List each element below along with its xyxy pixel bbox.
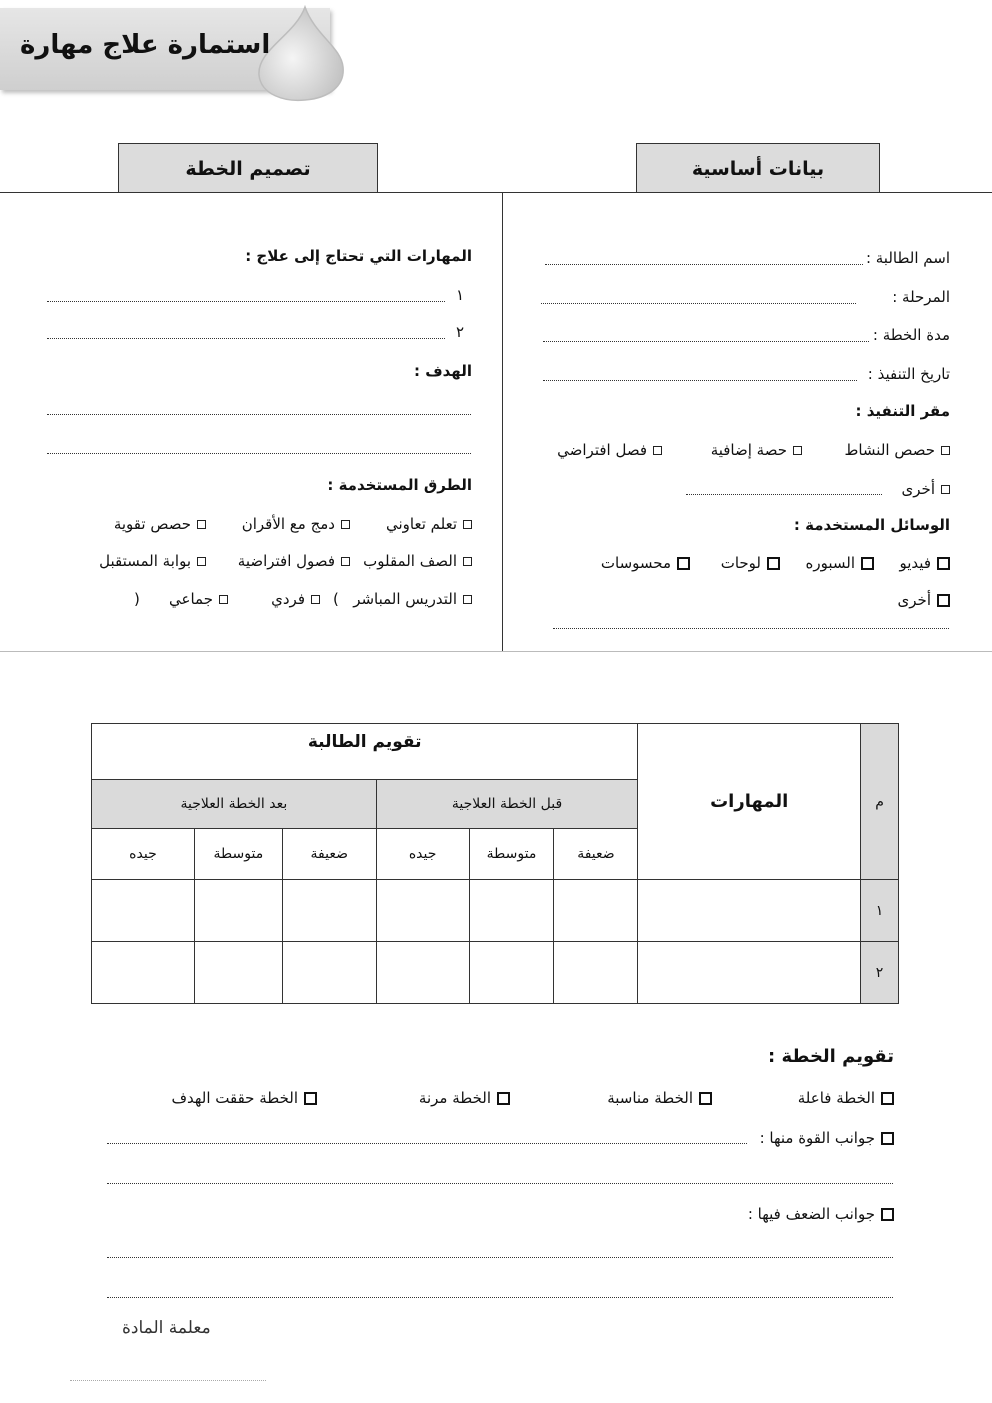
level-weak: ضعيفة [282,829,376,880]
venue-label: مقر التنفيذ : [855,402,950,420]
checkbox[interactable] [793,446,802,455]
checkbox[interactable] [941,446,950,455]
checkbox[interactable] [861,557,874,570]
checkbox[interactable] [463,520,472,529]
option-label: الخطة مرنة [418,1089,491,1107]
date-label: تاريخ التنفيذ : [867,365,950,383]
table-row [92,942,899,1004]
skill-1-number: ١ [456,286,465,304]
option-label: أخرى [901,480,935,498]
skill-2-field[interactable] [47,338,445,339]
method-reinforcement[interactable] [114,515,206,533]
method-peers[interactable] [242,515,350,533]
after-plan-header: بعد الخطة العلاجية [92,780,377,829]
level-good: جيده [376,829,469,880]
row-number: ١ [861,880,899,942]
option-label: لوحات [720,554,761,572]
signature-field[interactable] [70,1380,266,1381]
methods-label: الطرق المستخدمة : [327,476,472,494]
plan-eval-heading: تقويم الخطة : [768,1046,894,1067]
rating-cell[interactable] [194,880,282,942]
venue-option-activity[interactable] [844,441,950,459]
level-medium: متوسطة [194,829,282,880]
skills-label: المهارات التي تحتاج إلى علاج : [245,247,472,265]
strengths-label: جوانب القوة منها : [759,1129,875,1147]
page-title: استمارة علاج مهارة [20,30,271,60]
option-label: الخطة مناسبة [607,1089,693,1107]
method-group[interactable] [169,590,228,608]
checkbox[interactable] [497,1092,510,1105]
option-label: التدريس المباشر [353,590,457,608]
level-good: جيده [92,829,195,880]
option-label: دمج مع الأقران [241,515,335,533]
row-number: ٢ [861,942,899,1004]
goal-label: الهدف : [414,362,472,380]
checkbox[interactable] [653,446,662,455]
open-paren: ( [333,590,339,608]
tab-basic-data: بيانات أساسية [636,143,880,193]
plan-eval-effective[interactable] [798,1089,894,1107]
option-label: تعلم تعاوني [385,515,457,533]
teacher-signature-label: معلمة المادة [122,1318,211,1338]
tools-option-board[interactable] [806,554,875,572]
student-name-field[interactable] [545,264,863,265]
tools-label: الوسائل المستخدمة : [793,516,950,534]
tools-other-field[interactable] [553,628,949,629]
plan-eval-achieved[interactable] [171,1089,317,1107]
venue-option-other[interactable] [902,480,950,498]
rating-cell[interactable] [282,942,376,1004]
option-label: فيديو [899,554,931,572]
rating-cell[interactable] [554,880,638,942]
checkbox[interactable] [881,1132,894,1145]
checkbox[interactable] [881,1208,894,1221]
table-row [92,880,899,942]
option-label: محسوسات [600,554,671,572]
student-name-label: اسم الطالبة : [865,249,950,267]
rating-cell[interactable] [92,942,195,1004]
rating-cell[interactable] [376,942,469,1004]
option-label: فصول افتراضية [237,552,335,570]
checkbox[interactable] [941,485,950,494]
rating-cell[interactable] [469,942,554,1004]
section-bottom-border [0,651,992,652]
checkbox[interactable] [311,595,320,604]
stage-label: المرحلة : [892,288,950,306]
skill-2-number: ٢ [456,323,465,341]
goal-field-2[interactable] [47,453,471,454]
rating-cell[interactable] [282,880,376,942]
checkbox[interactable] [881,1092,894,1105]
checkbox[interactable] [219,595,228,604]
level-medium: متوسطة [469,829,554,880]
checkbox[interactable] [304,1092,317,1105]
checkbox[interactable] [937,594,950,607]
method-flipped[interactable] [363,552,472,570]
option-label: حصة إضافية [710,441,787,459]
method-direct[interactable] [353,590,472,608]
method-future-gate[interactable] [99,552,206,570]
option-label: جماعي [169,590,213,608]
checkbox[interactable] [699,1092,712,1105]
skill-cell[interactable] [638,880,861,942]
duration-label: مدة الخطة : [872,326,950,344]
option-label: فردي [271,590,305,608]
col-no-header: م [861,724,899,880]
student-eval-header: تقويم الطالبة [92,724,638,780]
plan-eval-suitable[interactable] [607,1089,712,1107]
checkbox[interactable] [463,595,472,604]
method-cooperative[interactable] [386,515,472,533]
evaluation-table [91,723,899,1004]
method-virtual-classes[interactable] [238,552,350,570]
option-label: أخرى [897,591,931,609]
duration-field[interactable] [543,341,869,342]
rating-cell[interactable] [554,942,638,1004]
weaknesses-label: جوانب الضعف فيها : [747,1205,875,1223]
checkbox[interactable] [197,557,206,566]
strengths-field-1[interactable] [107,1143,747,1144]
close-paren: ) [134,590,140,608]
checkbox[interactable] [341,520,350,529]
weaknesses-item [748,1205,894,1223]
option-label: حصص النشاط [844,441,935,459]
rating-cell[interactable] [92,880,195,942]
option-label: السبوره [805,554,855,572]
option-label: الصف المقلوب [363,552,457,570]
plan-eval-flexible[interactable] [419,1089,510,1107]
tools-option-boards[interactable] [721,554,780,572]
date-field[interactable] [543,380,857,381]
checkbox[interactable] [767,557,780,570]
venue-option-extra[interactable] [711,441,802,459]
checkbox[interactable] [197,520,206,529]
method-individual[interactable] [271,590,320,608]
skill-cell[interactable] [638,942,861,1004]
goal-field-1[interactable] [47,414,471,415]
section-top-border [0,192,992,193]
checkbox[interactable] [341,557,350,566]
tools-option-other[interactable] [898,591,950,609]
option-label: فصل افتراضي [557,441,647,459]
checkbox[interactable] [463,557,472,566]
option-label: حصص تقوية [113,515,191,533]
tools-option-video[interactable] [900,554,951,572]
weaknesses-field-1[interactable] [107,1257,893,1258]
rating-cell[interactable] [376,880,469,942]
checkbox[interactable] [937,557,950,570]
option-label: بوابة المستقبل [99,552,191,570]
strengths-item [760,1129,894,1147]
tools-option-tangibles[interactable] [601,554,690,572]
venue-other-field[interactable] [686,494,882,495]
level-weak: ضعيفة [554,829,638,880]
skill-1-field[interactable] [47,301,445,302]
stage-field[interactable] [541,303,856,304]
venue-option-virtual[interactable] [557,441,662,459]
weaknesses-field-2[interactable] [107,1297,893,1298]
col-skills-header: المهارات [638,724,861,880]
rating-cell[interactable] [194,942,282,1004]
rating-cell[interactable] [469,880,554,942]
section-divider [502,192,503,652]
option-label: الخطة فاعلة [797,1089,875,1107]
option-label: الخطة حققت الهدف [171,1089,298,1107]
checkbox[interactable] [677,557,690,570]
before-plan-header: قبل الخطة العلاجية [376,780,638,829]
tab-plan-design: تصميم الخطة [118,143,378,193]
strengths-field-2[interactable] [107,1183,893,1184]
